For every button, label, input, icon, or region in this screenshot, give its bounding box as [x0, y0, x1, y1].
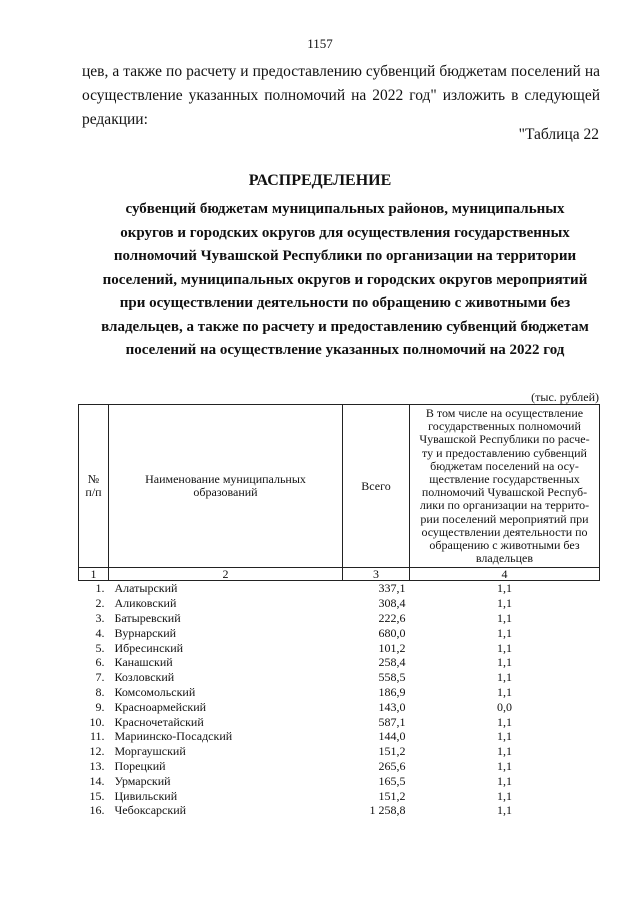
row-name: Комсомольский [114, 685, 196, 700]
row-part: 1,1 [497, 640, 512, 655]
row-total: 186,9 [378, 685, 406, 700]
row-name: Вурнарский [114, 625, 177, 640]
intro-line: редакции: [82, 111, 148, 128]
table-row [79, 596, 600, 611]
row-part: 1,1 [497, 596, 512, 611]
row-name: Канашский [114, 655, 173, 670]
row-part: 1,1 [497, 670, 512, 685]
row-name: Козловский [114, 670, 175, 685]
table-row [79, 700, 600, 715]
subheading-line: округов и городских округов для осуществления государственных [120, 224, 570, 241]
row-total: 165,5 [378, 773, 406, 788]
header-name-line: образований [193, 485, 258, 500]
header-part-line: бюджетам поселений на осу- [430, 458, 579, 473]
header-part-line: ществление государственных [429, 472, 580, 487]
subheading-line: субвенций бюджетам муниципальных районов, муниципальных [125, 201, 565, 217]
row-total: 222,6 [378, 611, 406, 626]
header-part-line: владельцев [475, 551, 534, 566]
row-part: 1,1 [497, 729, 512, 744]
row-part: 1,1 [497, 788, 512, 803]
row-name: Алатырский [114, 581, 178, 596]
row-name: Красноармейский [114, 699, 207, 714]
row-part: 1,1 [497, 714, 512, 729]
header-part-line: Чувашской Республики по расче- [419, 432, 590, 447]
row-name: Чебоксарский [114, 803, 187, 818]
table-row [79, 715, 600, 730]
table-reference: "Таблица 22 [518, 126, 599, 143]
row-name: Красночетайский [114, 714, 204, 729]
row-name: Ибресинский [114, 640, 184, 655]
row-num: 14. [89, 773, 105, 788]
table-row [79, 803, 600, 818]
header-num-line: п/п [85, 485, 102, 500]
row-total: 151,2 [378, 744, 406, 759]
row-total: 265,6 [378, 759, 406, 773]
row-total: 143,0 [378, 699, 406, 714]
row-num: 15. [89, 788, 105, 803]
row-num: 10. [89, 714, 105, 729]
row-part: 1,1 [497, 655, 512, 670]
table-row [79, 789, 600, 804]
table-row [79, 655, 600, 670]
subheading-line: поселений, муниципальных округов и городских округов мероприятий [102, 271, 588, 288]
row-num: 6. [95, 655, 105, 670]
column-number: 4 [410, 568, 600, 581]
intro-line: осуществление указанных полномочий на 2022 год" изложить в следующей [82, 87, 600, 104]
row-total: 558,5 [378, 670, 406, 685]
row-num: 2. [95, 596, 105, 611]
row-num: 13. [89, 759, 105, 773]
row-name: Урмарский [114, 773, 171, 788]
document-heading: РАСПРЕДЕЛЕНИЕ [248, 172, 392, 189]
header-part-line: В том числе на осуществление [425, 406, 584, 420]
row-name: Батыревский [114, 611, 181, 626]
column-number-row [79, 568, 600, 581]
row-total: 680,0 [378, 625, 406, 640]
table-row [79, 744, 600, 759]
distribution-table [78, 404, 600, 818]
column-number: 2 [109, 568, 343, 581]
table-row [79, 626, 600, 641]
row-part: 1,1 [497, 759, 512, 773]
row-part: 1,1 [497, 685, 512, 700]
table-row [79, 685, 600, 700]
header-part-line: ту и предоставлению субвенций [422, 445, 587, 460]
units-note: (тыс. рублей) [531, 390, 599, 404]
header-part-line: лики по организации на террито- [419, 498, 590, 513]
row-total: 151,2 [378, 788, 406, 803]
row-num: 16. [89, 803, 105, 818]
row-name: Цивильский [114, 788, 178, 803]
header-part-line: государственных полномочий [428, 419, 581, 434]
header-part-line: обращению с животными без [429, 538, 580, 553]
row-num: 8. [95, 685, 105, 700]
page-number: 1157 [307, 36, 333, 51]
table-row [79, 581, 600, 596]
row-part: 1,1 [497, 611, 512, 626]
column-number: 3 [343, 568, 410, 581]
row-num: 12. [89, 744, 105, 759]
subheading-line: поселений на осуществление указанных полномочий на 2022 год [125, 342, 565, 358]
table-row [79, 729, 600, 744]
subheading-line: владельцев, а также по расчету и предоставлению субвенций бюджетам [101, 318, 589, 335]
table-row [79, 774, 600, 789]
header-part-line: рии поселений мероприятий при [420, 511, 589, 526]
row-name: Аликовский [114, 596, 177, 611]
document-subheading [100, 198, 590, 363]
row-num: 11. [89, 729, 105, 744]
column-number: 1 [79, 568, 109, 581]
row-num: 5. [95, 640, 105, 655]
row-part: 1,1 [497, 803, 512, 818]
table-header-row [79, 405, 600, 568]
table-row [79, 611, 600, 626]
row-part: 1,1 [497, 625, 512, 640]
row-part: 1,1 [497, 744, 512, 759]
row-total: 258,4 [378, 655, 406, 670]
row-num: 4. [95, 625, 105, 640]
row-total: 101,2 [378, 640, 406, 655]
header-name-line: Наименование муниципальных [145, 472, 306, 487]
row-total: 144,0 [378, 729, 406, 744]
row-name: Порецкий [114, 759, 166, 773]
header-part [410, 405, 600, 568]
intro-paragraph [82, 60, 600, 132]
row-num: 3. [95, 611, 105, 626]
row-part: 1,1 [497, 773, 512, 788]
subheading-line: полномочий Чувашской Республики по организации на территории [113, 248, 577, 264]
row-name: Моргаушский [114, 744, 186, 759]
row-part: 0,0 [497, 699, 512, 714]
row-part: 1,1 [497, 581, 512, 596]
row-num: 1. [95, 581, 105, 596]
table-row [79, 670, 600, 685]
header-num [79, 405, 109, 568]
header-total: Всего [343, 405, 410, 568]
table-row [79, 641, 600, 656]
row-name: Мариинско-Посадский [114, 729, 233, 744]
header-num-line: № [87, 472, 100, 487]
row-total: 587,1 [378, 714, 406, 729]
row-num: 7. [95, 670, 105, 685]
intro-line: цев, а также по расчету и предоставлению субвенций бюджетам поселений на [82, 63, 600, 80]
header-name [109, 405, 343, 568]
header-part-line: полномочий Чувашской Респуб- [421, 485, 588, 500]
row-total: 308,4 [378, 596, 406, 611]
subheading-line: при осуществлении деятельности по обращению с животными без [119, 295, 571, 311]
row-total: 337,1 [378, 581, 406, 596]
row-num: 9. [95, 699, 105, 714]
table-row [79, 759, 600, 774]
row-total: 1 258,8 [369, 803, 406, 818]
header-part-line: осуществлении деятельности по [421, 524, 588, 539]
